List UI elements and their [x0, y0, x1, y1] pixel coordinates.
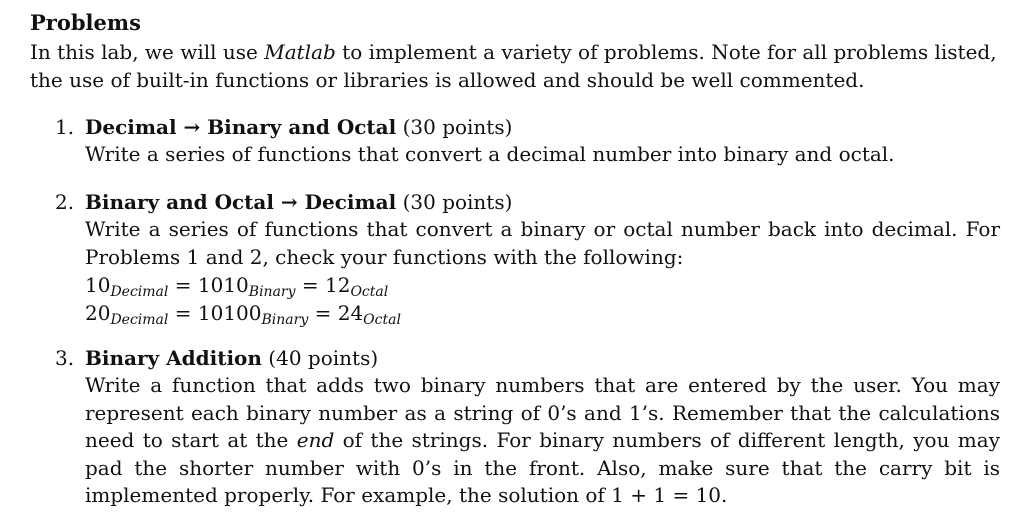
equals-sign: = — [314, 301, 332, 325]
example-2-decimal: 20 — [85, 301, 111, 325]
problem-3-text-a: Write a function that adds two binary numbers that are entered by the user. You may represent each binary number as a string of 0’s and 1’s. Remember that the calculations need to start at the — [85, 373, 1000, 452]
problem-2-text: Write a series of functions that convert a binary or octal number back into decimal. For Problems 1 and 2, check your functions with the following: — [85, 217, 1000, 269]
problem-1-title: Decimal → Binary and Octal — [85, 115, 397, 139]
example-row-1 — [85, 271, 1000, 299]
example-1-binary: 1010 — [197, 273, 249, 297]
binary-label: Binary — [261, 312, 309, 328]
section-title: Problems — [30, 10, 141, 35]
problem-3-text-b: of the strings. For binary numbers of different length, you may pad the shorter number with 0’s in the front. Also, make sure that the carry bit is implemented properly. For example, the solution of 1 + 1 = 10. — [85, 428, 1000, 507]
octal-label: Octal — [350, 284, 389, 300]
problem-3-number: 3. — [55, 346, 75, 370]
problem-1 — [55, 113, 1000, 169]
decimal-label: Decimal — [110, 312, 169, 328]
problem-2-body — [85, 216, 1000, 327]
example-1-octal: 12 — [325, 273, 351, 297]
problem-1-points: (30 points) — [402, 115, 513, 139]
binary-label: Binary — [248, 284, 296, 300]
problem-3-header — [55, 344, 1000, 372]
problem-3-points: (40 points) — [268, 346, 379, 370]
problem-1-text: Write a series of functions that convert a decimal number into binary and octal. — [85, 142, 895, 166]
problem-3-text-end: end — [296, 428, 335, 452]
problem-2-title: Binary and Octal → Decimal — [85, 190, 397, 214]
intro-text-1: In this lab, we will use — [30, 40, 265, 64]
decimal-label: Decimal — [110, 284, 169, 300]
problem-2-number: 2. — [55, 190, 75, 214]
equals-sign: = — [174, 301, 192, 325]
problem-2-header — [55, 188, 1000, 216]
problem-2 — [55, 188, 1000, 327]
problem-3 — [55, 344, 1000, 510]
intro-paragraph — [30, 38, 998, 94]
intro-text-2: to implement a variety of problems. Note for all problems listed, the use of built-in functions or libraries is allowed and should be well commented. — [30, 40, 997, 92]
problem-1-header — [55, 113, 1000, 141]
example-2-binary: 10100 — [197, 301, 262, 325]
octal-label: Octal — [363, 312, 401, 328]
problem-2-points: (30 points) — [402, 190, 513, 214]
equals-sign: = — [174, 273, 192, 297]
example-2-octal: 24 — [337, 301, 364, 325]
problem-3-title: Binary Addition — [85, 346, 262, 370]
intro-matlab: Matlab — [264, 40, 336, 64]
example-row-2 — [85, 299, 1000, 327]
problem-3-text — [85, 372, 1000, 510]
example-1-decimal: 10 — [85, 273, 111, 297]
problem-1-number: 1. — [55, 115, 75, 139]
equals-sign: = — [301, 273, 319, 297]
